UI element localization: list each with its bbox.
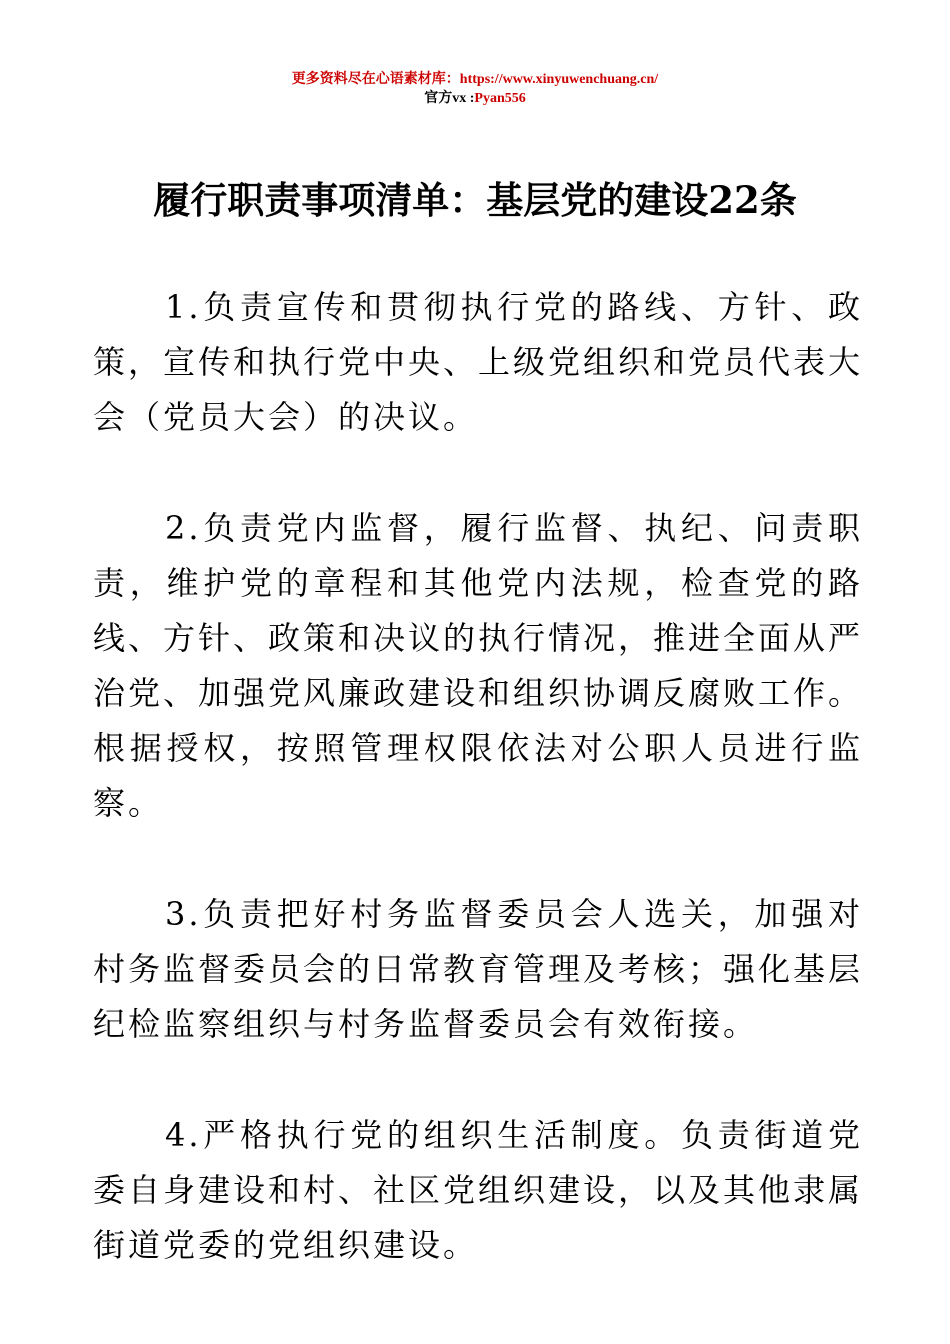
header-line-1 xyxy=(0,70,950,89)
paragraph-3: 3.负责把好村务监督委员会人选关，加强对村务监督委员会的日常教育管理及考核；强化基层纪检监察组织与村务监督委员会有效衔接。 xyxy=(93,895,864,1043)
header-vx-id: Pyan556 xyxy=(474,91,526,106)
header-vx-label: 官方vx : xyxy=(424,91,475,106)
paragraph-4: 4.严格执行党的组织生活制度。负责街道党委自身建设和村、社区党组织建设，以及其他隶属街道党委的党组织建设。 xyxy=(93,1116,864,1264)
paragraph-2: 2.负责党内监督，履行监督、执纪、问责职责，维护党的章程和其他党内法规，检查党的路线、方针、政策和决议的执行情况，推进全面从严治党、加强党风廉政建设和组织协调反腐败工作。根据授权，按照管理权限依法对公职人员进行监察。 xyxy=(93,509,864,822)
document-title: 履行职责事项清单：基层党的建设22条 xyxy=(153,178,797,222)
header-line-2 xyxy=(0,89,950,108)
paragraph-1: 1.负责宣传和贯彻执行党的路线、方针、政策，宣传和执行党中央、上级党组织和党员代表大会（党员大会）的决议。 xyxy=(93,288,864,436)
header-prefix: 更多资料尽在心语素材库： xyxy=(291,72,460,87)
header-url-link[interactable]: https://www.xinyuwenchuang.cn/ xyxy=(459,72,659,87)
page-header xyxy=(0,70,950,108)
document-body xyxy=(93,280,863,1329)
